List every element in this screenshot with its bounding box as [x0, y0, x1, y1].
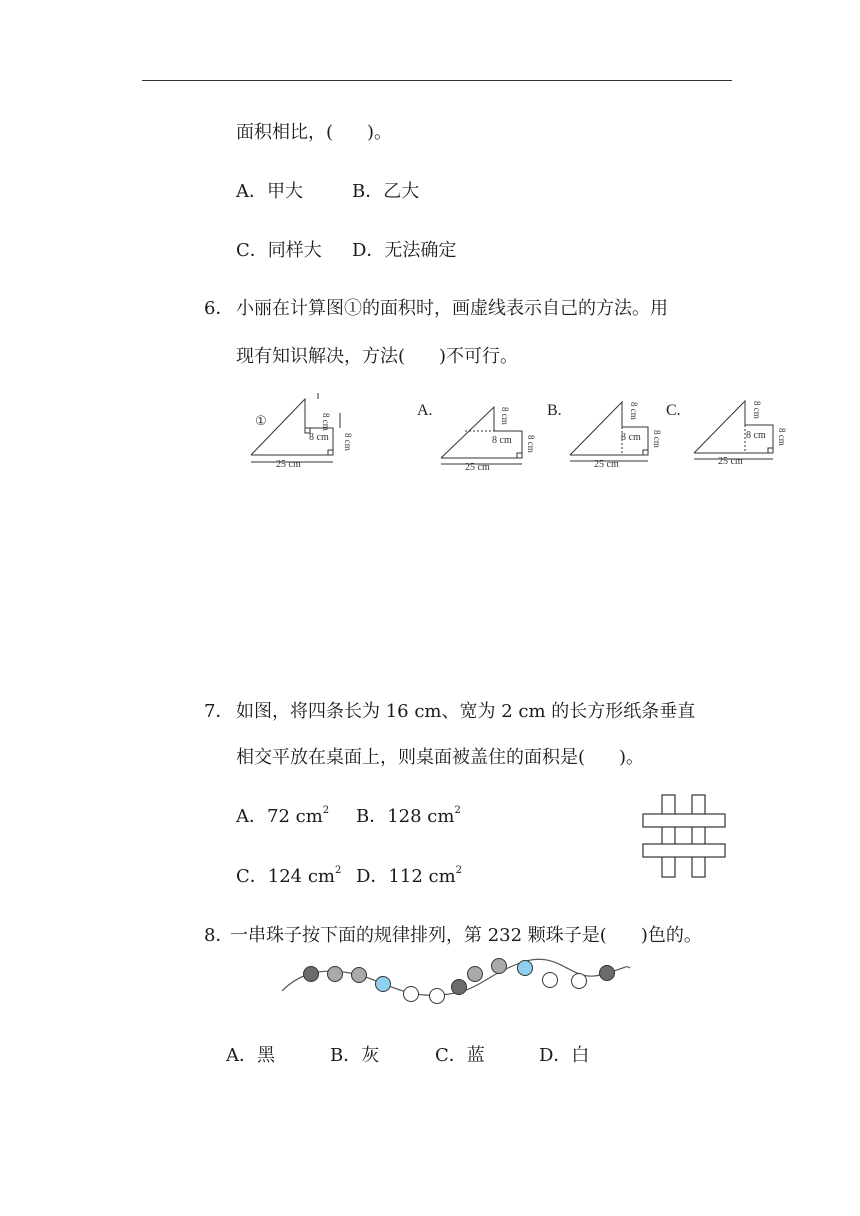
q7-option-c: C．124 $cm^2$ — [236, 865, 342, 887]
bead — [572, 974, 587, 989]
svg-text:25 cm: 25 cm — [718, 456, 743, 467]
svg-text:B.: B. — [547, 402, 562, 419]
q7-number: 7． — [204, 701, 234, 722]
svg-text:8 cm: 8 cm — [652, 430, 662, 448]
q8-option-c: C．蓝 — [435, 1045, 485, 1066]
bead — [430, 989, 445, 1004]
svg-text:8 cm: 8 cm — [629, 402, 639, 420]
svg-text:A.: A. — [417, 402, 433, 419]
svg-text:8 cm: 8 cm — [752, 401, 762, 419]
figure-c — [666, 401, 787, 467]
q8-stem: 一串珠子按下面的规律排列，第 232 颗珠子是( )色的。 — [230, 925, 702, 946]
bead — [452, 980, 467, 995]
svg-text:8 cm: 8 cm — [492, 435, 512, 446]
q8-option-a: A．黑 — [226, 1045, 275, 1066]
svg-text:25 cm: 25 cm — [276, 459, 301, 470]
figure-one — [251, 393, 353, 470]
figure-b — [547, 402, 662, 470]
svg-text:8 cm: 8 cm — [343, 433, 353, 451]
svg-text:C.: C. — [666, 402, 681, 419]
q6-number: 6． — [204, 298, 234, 319]
q5-option-d: D．无法确定 — [352, 240, 457, 261]
svg-text:25 cm: 25 cm — [465, 462, 490, 473]
q8-option-d: D．白 — [539, 1045, 590, 1066]
svg-text:8 cm: 8 cm — [746, 430, 766, 441]
bead — [352, 968, 367, 983]
header-rule — [142, 80, 732, 81]
svg-text:8 cm: 8 cm — [500, 407, 510, 425]
bead — [468, 967, 483, 982]
q6-figures — [0, 385, 860, 505]
q7-stem-line1: 如图，将四条长为 16 cm、宽为 2 cm 的长方形纸条垂直 — [236, 701, 696, 722]
bead — [304, 967, 319, 982]
q6-stem-line2: 现有知识解决，方法( )不可行。 — [236, 346, 519, 367]
bead — [328, 967, 343, 982]
q8-bead-string — [280, 953, 640, 1013]
q8-option-b: B．灰 — [330, 1045, 380, 1066]
q5-option-c: C．同样大 — [236, 240, 322, 261]
q5-option-b: B．乙大 — [352, 181, 420, 202]
q7-option-a: A．72 $cm^2$ — [236, 805, 330, 827]
q7-option-b: B．128 $cm^2$ — [356, 805, 461, 827]
bead — [492, 959, 507, 974]
q5-option-a: A．甲大 — [236, 181, 303, 202]
bead — [376, 977, 391, 992]
svg-text:8 cm: 8 cm — [621, 432, 641, 443]
q8-number: 8． — [204, 925, 234, 946]
svg-text:8 cm: 8 cm — [526, 435, 536, 453]
figure-one-marker: ① — [255, 413, 267, 428]
q5-stem-end: 面积相比，( )。 — [236, 122, 393, 143]
svg-text:25 cm: 25 cm — [594, 459, 619, 470]
figure-a — [417, 402, 536, 473]
q7-stem-line2: 相交平放在桌面上，则桌面被盖住的面积是( )。 — [236, 747, 645, 768]
q7-option-d: D．112 $cm^2$ — [356, 865, 463, 887]
svg-text:8 cm: 8 cm — [777, 428, 787, 446]
bead — [600, 966, 615, 981]
q6-stem-line1: 小丽在计算图①的面积时，画虚线表示自己的方法。用 — [236, 298, 668, 319]
bead — [404, 987, 419, 1002]
bead — [518, 961, 533, 976]
q7-strips-figure — [640, 792, 730, 882]
svg-text:8 cm: 8 cm — [321, 413, 331, 431]
bead — [543, 973, 558, 988]
svg-text:8 cm: 8 cm — [309, 432, 329, 443]
